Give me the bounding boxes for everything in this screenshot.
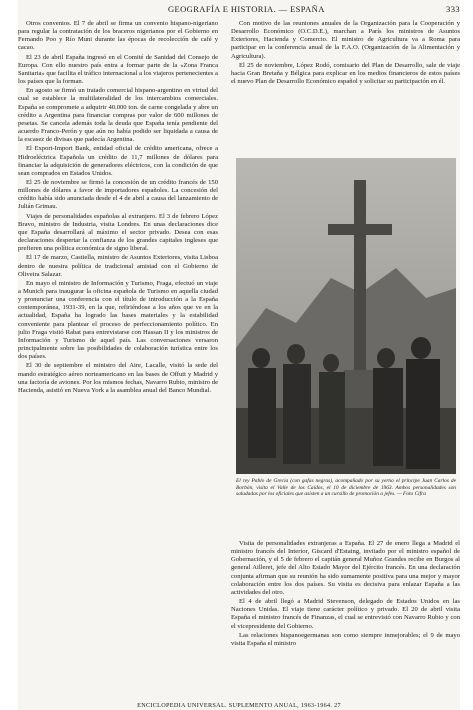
left-column bbox=[18, 20, 218, 702]
page-footer: ENCICLOPEDIA UNIVERSAL. SUPLEMENTO ANUAL, 1963-1964. 27 bbox=[137, 702, 341, 709]
paragraph: Con motivo de las reuniones anuales de la Organización para la Cooperación y Desarrollo Económico (O.C.D.E.), marchan a París los ministros de Asuntos Exteriores, Hacienda y Comercio. El ministro de Agricultura va a Roma para participar en la conferencia anual de la F.A.O. (Organización de la Alimentación y Agricultura). bbox=[231, 20, 460, 60]
running-title: GEOGRAFÍA E HISTORIA. — ESPAÑA bbox=[168, 4, 325, 14]
paragraph: El Export-Import Bank, entidad oficial de crédito americana, ofrece a Hidroeléctrica Española un crédito de 11,7 millones de dólares para financiar la adquisición de generadores eléctricos, con la condición de que sean comprados en Estados Unidos. bbox=[18, 145, 218, 177]
paragraph: El 4 de abril llegó a Madrid Stevenson, delegado de Estados Unidos en las Naciones Unidas. El viaje tiene carácter político y privado. El 20 de abril visita España el ministro francés de Finanzas, el cual se entrevistó con Navarro Rubio y con el vicepresidente del Gobierno. bbox=[231, 598, 460, 630]
paragraph: El 25 de noviembre se firmó la concesión de un crédito francés de 150 millones de dólares a favor de importadores españoles. La concesión del crédito había sido anunciada desde el 4 de abril a causa del lanzamiento de Julián Grimau. bbox=[18, 178, 218, 211]
right-bottom-column bbox=[231, 540, 460, 702]
encyclopedia-page bbox=[18, 0, 460, 710]
photograph-valle-de-los-caidos bbox=[236, 158, 456, 474]
photo-caption: El rey Pablo de Grecia (con gafas negras), acompañado por su yerno el príncipe Juan Carlos de Borbón, visita el Valle de los Caídos, el 10 de diciembre de 1963. Ambos personalidades son saludadas por los oficiales que asisten a un cursillo de promoción a jefes. — Foto Cifra bbox=[236, 478, 456, 498]
photo-illustration bbox=[236, 158, 456, 474]
paragraph: Viajes de personalidades españolas al extranjero. El 3 de febrero López Bravo, ministro de Industria, visita Londres. En unas declaraciones dice que España desarrollará al máximo el sector privado. Desea con esas declaraciones despertar la confianza de los grandes capitales ingleses que prefieren una política económica de signo liberal. bbox=[18, 212, 218, 253]
paragraph: Otros convenios. El 7 de abril se firma un convenio hispano-nigeriano para regular la contratación de los braceros nigerianos por el Gobierno en Fernando Poo y Río Muni durante las épocas de recolección de café y cacao. bbox=[18, 20, 218, 52]
paragraph: El 23 de abril España ingresó en el Comité de Sanidad del Consejo de Europa. Con ello nuestro país entra a formar parte de la «Zona Franca Sanitaria» que facilita el tráfico internacional a los viajeros pertenecientes a los países que la forman. bbox=[18, 53, 218, 86]
right-top-column bbox=[231, 20, 460, 152]
paragraph: El 17 de marzo, Castiella, ministro de Asuntos Exteriores, visita Lisboa dentro de nuestra política de tradicional amistad con el Gobierno de Oliveira Salazar. bbox=[18, 254, 218, 278]
paragraph: El 25 de noviembre, López Rodó, comisario del Plan de Desarrollo, sale de viaje hacia Gran Bretaña y Bélgica para explicar en los medios financieros de estos países el nuevo Plan de Desarrollo Económico español y solicitar su participación en él. bbox=[231, 61, 460, 86]
paragraph: Visita de personalidades extranjeras a España. El 27 de enero llega a Madrid el ministro francés del Interior, Giscard d'Estaing, invitado por el ministro español de Gobernación, y el 5 de febrero el capitán general Muñoz Grandes recibe en Burgos al general Ailleret, jefe del Alto Estado Mayor del Ejército francés. En una declaración conjunta afirman que su reunión ha sido sumamente positiva para una mejor y mayor colaboración entre los dos países. Su visita es decisiva para enlazar España a las actividades del otro. bbox=[231, 540, 460, 596]
paragraph: Las relaciones hispanoegermanas son como siempre inmejorables; el 9 de mayo visita España el ministro bbox=[231, 631, 460, 647]
paragraph: En agosto se firmó un tratado comercial hispano-argentino en virtud del cual se establece la multilateralidad de los intercambios comerciales. España se compromete a adquirir 40.000 ton. de carne congelada y abre un crédito a Argentina para financiar compras por valor de 600 millones de pesetas. Se cancela además toda la deuda que España tenía pendiente del acuerdo Franco-Perón y que aún no había podido ser liquidada a causa de la escasez de divisas que padecía Argentina. bbox=[18, 87, 218, 144]
page-header bbox=[18, 4, 460, 18]
page-number: 333 bbox=[446, 4, 460, 14]
paragraph: El 30 de septiembre el ministro del Aire, Lacalle, visitó la sede del mando estratégico aéreo norteamericano en las bases de Offutt y Madrid y una factoría de aviones. Por los mismos fechas, Navarro Rubio, ministro de Hacienda, asistió en Nueva York a la asamblea anual del Banco Mundial. bbox=[18, 362, 218, 394]
paragraph: En mayo el ministro de Información y Turismo, Fraga, efectuó un viaje a Munich para inaugurar la oficina española de Turismo en aquella ciudad y pronunciar una conferencia con el título de introducción a la España contemporánea, 1931-39, en la que, refiriéndose a los años que ve en la actualidad, España ha logrado las bases materiales y la estabilidad conveniente para plantear el proceso de perfeccionamiento político. En julio Fraga visitó Rabat para entrevistarse con Hassan II y los ministros de Información y Turismo de aquel país. Las conversaciones versaron principalmente sobre las posibilidades de colaboración turística entre los dos países. bbox=[18, 279, 218, 361]
